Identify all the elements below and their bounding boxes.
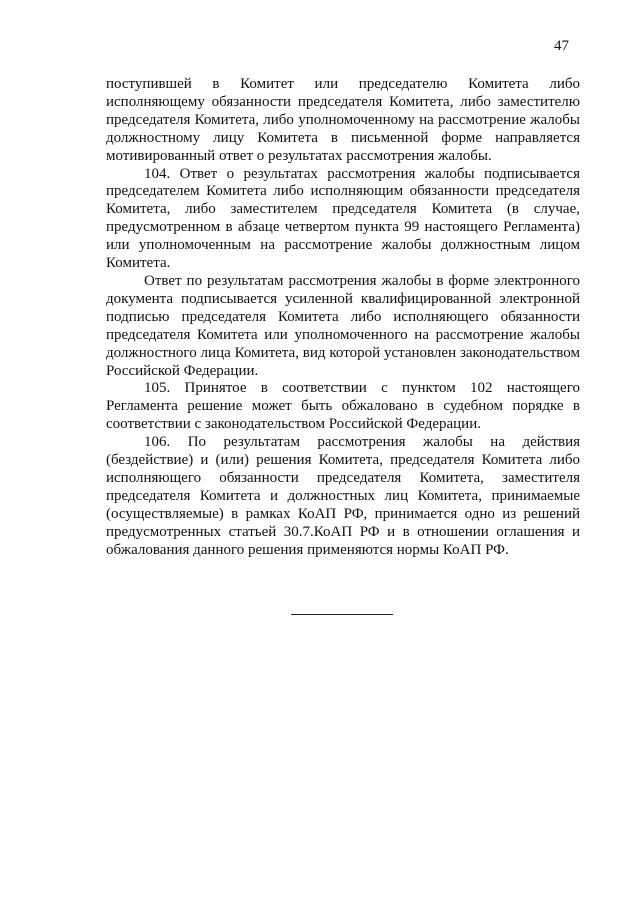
paragraph-106: 106. По результатам рассмотрения жалобы на действия (бездействие) и (или) решения Комитета, председателя Комитета либо исполняющего обязанности председателя Комитета, заместителя председателя Комитета и должностных лиц Комитета, принимаемые (осуществляемые) в рамках КоАП РФ, принимается одно из решений предусмотренных статьей 30.7.КоАП РФ и в отношении оглашения и обжалования данного решения применяются нормы КоАП РФ. (106, 434, 580, 558)
document-body (106, 76, 580, 559)
paragraph-continuation: поступившей в Комитет или председателю Комитета либо исполняющему обязанности председателя Комитета, либо заместителю председателя Комитета, либо уполномоченному на рассмотрение жалобы должностному лицу Комитета в письменной форме направляется мотивированный ответ о результатах рассмотрения жалобы. (106, 76, 580, 164)
paragraph-104-electronic: Ответ по результатам рассмотрения жалобы в форме электронного документа подписывается усиленной квалифицированной электронной подписью председателя Комитета либо исполняющего обязанности председателя Комитета или уполномоченного на рассмотрение жалобы должностного лица Комитета, вид которой установлен законодательством Российской Федерации. (106, 272, 580, 379)
page-number: 47 (554, 38, 569, 54)
paragraph-105: 105. Принятое в соответствии с пунктом 102 настоящего Регламента решение может быть обжаловано в судебном порядке в соответствии с законодательством Российской Федерации. (106, 380, 580, 433)
paragraph-104: 104. Ответ о результатах рассмотрения жалобы подписывается председателем Комитета либо исполняющим обязанности председателя Комитета, либо заместителем председателя Комитета (в случае, предусмотренном в абзаце четвертом пункта 99 настоящего Регламента) или уполномоченным на рассмотрение жалобы должностным лицом Комитета. (106, 165, 580, 272)
end-separator-line (291, 614, 393, 615)
